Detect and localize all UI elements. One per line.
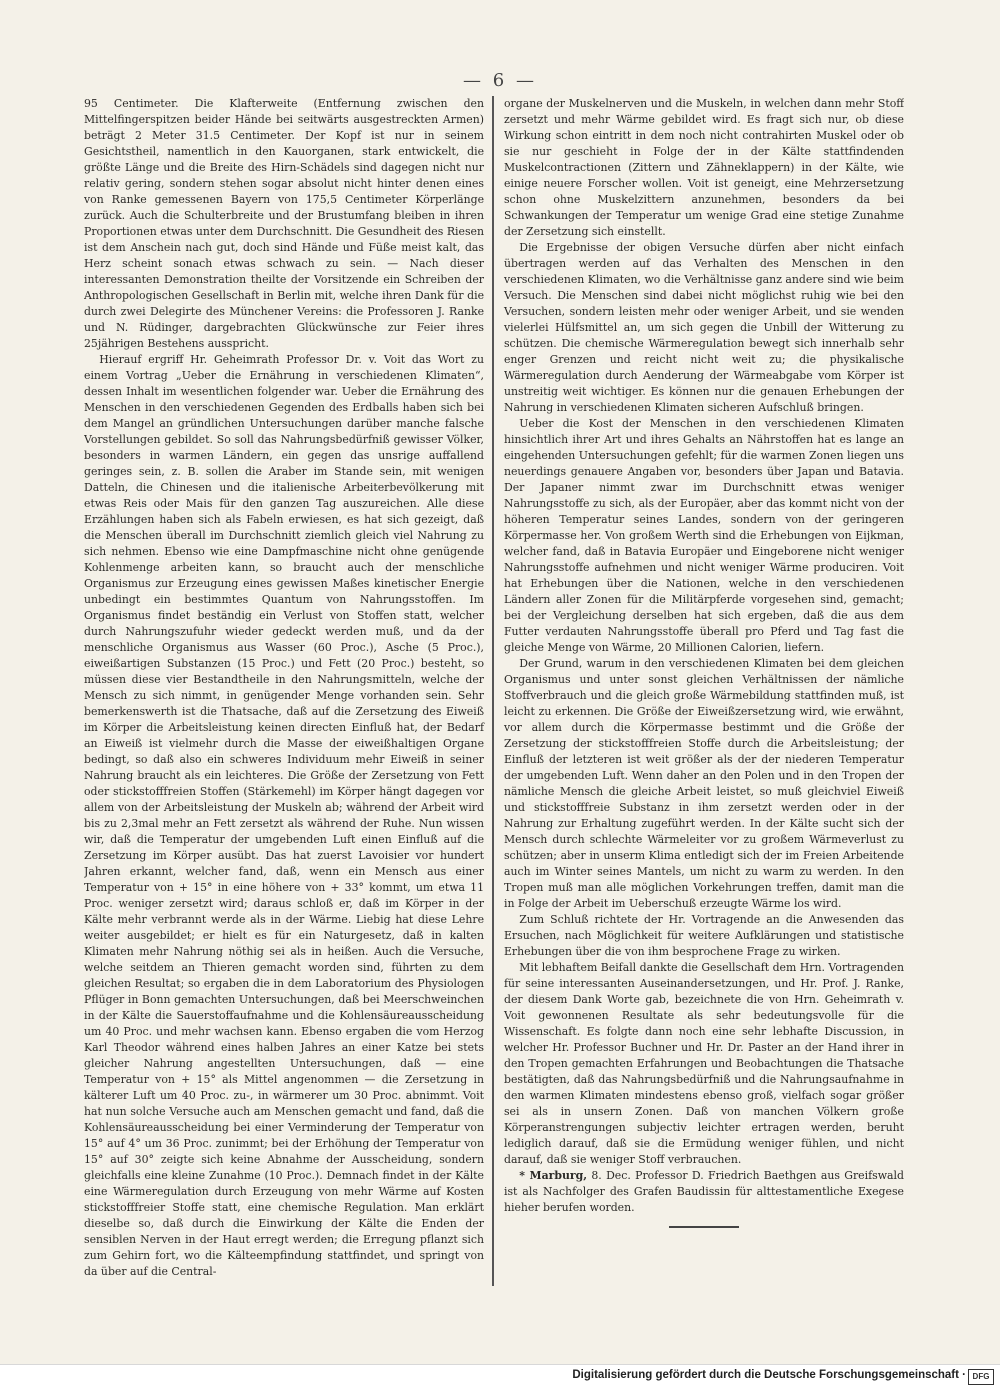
right-paragraph-2: Die Ergebnisse der obigen Versuche dürfen aber nicht einfach übertragen werden auf das Verhalten des Menschen in den verschiedenen Klimaten, wo die Verhältnisse ganz andere sind wie beim Versuch. Die Menschen sind dabei nicht möglichst ruhig wie bei den Versuchen, sondern leisten mehr oder weniger Arbeit, und sie wenden vielerlei Hülfsmittel an, um sich gegen die Unbill der Witterung zu schützen. Die chemische Wärmeregulation bewegt sich innerhalb sehr enger Grenzen und reicht nicht weit zu; die physikalische Wärmeregulation durch Aenderung der Wärmeabgabe vom Körper ist unstreitig weit wichtiger. Es können nur die genauen Erhebungen der Nahrung in verschiedenen Klimaten sicheren Aufschluß bringen. — [503, 241, 904, 414]
left-paragraph-1: 95 Centimeter. Die Klafterweite (Entfernung zwischen den Mittelfingerspitzen beider Hände bei seitwärts ausgestreckten Armen) beträgt 2 Meter 31.5 Centimeter. Der Kopf ist nur in seinem Gesichtstheil, namentlich in den Kauorganen, stark entwickelt, die größte Länge und die Breite des Hirn-Schädels sind dagegen nicht nur relativ gering, sondern stehen sogar absolut nicht hinter denen eines von Ranke gemessenen Bayern von 175,5 Centimeter Körperlänge zurück. Auch die Schulterbreite und der Brustumfang bleiben in ihren Proportionen etwas unter dem Durchschnitt. Die Gesundheit des Riesen ist dem Anschein nach gut, doch sind Hände und Füße meist kalt, das Herz scheint sonach etwas schwach zu sein. — Nach dieser interessanten Demonstration theilte der Vorsitzende ein Schreiben der Anthropologischen Gesellschaft in Berlin mit, welche ihren Dank für die durch zwei Delegirte des Münchener Vereins: die Professoren J. Ranke und N. Rüdinger, dargebrachten Glückwünsche zur Feier ihres 25jährigen Bestehens ausspricht. — [84, 97, 485, 350]
news-item-marburg — [504, 1168, 904, 1216]
page-number: — 6 — — [463, 70, 537, 91]
footer-bar — [0, 1364, 1000, 1388]
left-paragraph-2: Hierauf ergriff Hr. Geheimrath Professor Dr. v. Voit das Wort zu einem Vortrag „Ueber die Ernährung in verschiedenen Klimaten“, dessen Inhalt im wesentlichen folgender war. Ueber die Ernährung des Menschen in den verschiedenen Gegenden des Erdballs haben sich bei dem Mangel an gründlichen Untersuchungen darüber manche falsche Vorstellungen gebildet. So soll das Nahrungsbedürfniß gewisser Völker, besonders in warmen Ländern, ein gegen das unsrige auffallend geringes sein, z. B. sollen die Araber im Stande sein, mit wenigen Datteln, die Chinesen und die italienische Arbeiterbevölkerung mit etwas Reis oder Mais für den ganzen Tag auszureichen. Alle diese Erzählungen haben sich als Fabeln erwiesen, es hat sich gezeigt, daß die Menschen überall im Durchschnitt ziemlich gleich viel Nahrung zu sich nehmen. Ebenso wie eine Dampfmaschine nicht ohne genügende Kohlenmenge arbeiten kann, so braucht auch der menschliche Organismus zur Erzeugung eines gewissen Maßes kinetischer Energie unbedingt ein bestimmtes Quantum von Nahrungsstoffen. Im Organismus findet beständig ein Verlust von Stoffen statt, welcher durch Nahrungszufuhr wieder gedeckt werden muß, und da der menschliche Organismus aus Wasser (60 Proc.), Asche (5 Proc.), eiweißartigen Substanzen (15 Proc.) und Fett (20 Proc.) besteht, so müssen diese vier Bestandtheile in den Nahrungsmitteln, welche der Mensch zu sich nimmt, in genügender Menge vorhanden sein. Sehr bemerkenswerth ist die Thatsache, daß auf die Zersetzung des Eiweiß im Körper die Arbeitsleistung keinen directen Einfluß hat, der Bedarf an Eiweiß ist vielmehr durch die Masse der eiweißhaltigen Organe bedingt, so daß also ein schweres Individuum mehr Eiweiß in seiner Nahrung braucht als ein leichteres. Die Größe der Zersetzung von Fett oder stickstofffreien Stoffen (Stärkemehl) im Körper hängt dagegen vor allem von der Arbeitsleistung der Muskeln ab; während der Arbeit wird bis zu 2,3mal mehr an Fett zersetzt als während der Ruhe. Nun wissen wir, daß die Temperatur der umgebenden Luft einen Einfluß auf die Zersetzung im Körper ausübt. Das hat zuerst Lavoisier vor hundert Jahren erkannt, welcher fand, daß, wenn ein Mensch aus einer Temperatur von + 15° in eine höhere von + 33° kommt, um etwa 11 Proc. weniger zersetzt wird; daraus schloß er, daß im Körper in der Kälte mehr verbrannt werde als in der Wärme. Liebig hat diese Lehre weiter ausgebildet; er hielt es für ein Naturgesetz, daß in kalten Klimaten mehr Nahrung nöthig sei als in heißen. Auch die Versuche, welche seitdem an Thieren gemacht worden sind, führten zu dem gleichen Resultat; so ergaben die in dem Laboratorium des Physiologen Pflüger in Bonn gemachten Untersuchungen, daß bei Meerschweinchen in der Kälte die Sauerstoffaufnahme und die Kohlensäureausscheidung um 40 Proc. und mehr wachsen kann. Ebenso ergaben die vom Herzog Karl Theodor während eines halben Jahres an einer Katze bei stets gleicher Nahrung angestellten Untersuchungen, daß — eine Temperatur von + 15° als Mittel angenommen — die Zersetzung in kälterer Luft um 40 Proc. zu-, in wärmerer um 30 Proc. abnimmt. Voit hat nun solche Versuche auch am Menschen gemacht und fand, daß die Kohlensäureausscheidung bei einer Verminderung der Temperatur von 15° auf 4° um 36 Proc. zunimmt; bei der Erhöhung der Temperatur von 15° auf 30° zeigte sich keine Abnahme der Ausscheidung, sondern gleichfalls eine kleine Zunahme (10 Proc.). Demnach findet in der Kälte eine Wärmeregulation durch Erzeugung von mehr Wärme auf Kosten stickstofffreier Stoffe statt, eine chemische Regulation. Man erklärt dieselbe so, daß durch die Einwirkung der Kälte die Enden der sensiblen Nerven in der Haut erregt werden; die Erregung pflanzt sich zum Gehirn fort, wo die Kälteempfindung stattfindet, und springt von da über auf die Central- — [84, 353, 485, 1278]
end-rule — [669, 1226, 739, 1228]
dfg-logo-icon: DFG — [968, 1369, 994, 1385]
left-column — [84, 96, 492, 1286]
news-item-place: * Marburg, — [519, 1169, 588, 1182]
news-item-text: 8. Dec. Professor D. Friedrich Baethgen aus Greifswald ist als Nachfolger des Grafen Baudissin für alttestamentliche Exegese hieher berufen worden. — [503, 1169, 904, 1214]
right-paragraph-1: organe der Muskelnerven und die Muskeln, in welchen dann mehr Stoff zersetzt und mehr Wärme gebildet wird. Es fragt sich nur, ob diese Wirkung schon eintritt in dem noch nicht contrahirten Muskel oder ob sie nur geschieht in Folge der in der Kälte stattfindenden Muskelcontractionen (Zittern und Zähneklappern) in der Kälte, wie einige neuere Forscher wollen. Voit ist geneigt, eine Mehrzersetzung schon ohne Muskelzittern anzunehmen, besonders da bei Schwankungen der Temperatur um wenige Grad eine stetige Zunahme der Zersetzung sich einstellt. — [503, 97, 904, 238]
article-columns — [84, 96, 904, 1286]
right-paragraph-3: Ueber die Kost der Menschen in den verschiedenen Klimaten hinsichtlich ihrer Art und ihres Gehalts an Nährstoffen hat es lange an eingehenden Untersuchungen gefehlt; für die warmen Zonen liegen uns neuerdings genauere Angaben vor, besonders über Japan und Batavia. Der Japaner nimmt zwar im Durchschnitt etwas weniger Nahrungsstoffe zu sich, als der Europäer, aber das kommt nicht von der höheren Temperatur seines Landes, sondern von der geringeren Körpermasse her. Von großem Werth sind die Erhebungen von Eijkman, welcher fand, daß in Batavia Europäer und Eingeborene nicht weniger Nahrungsstoffe aufnehmen und nicht weniger Wärme produciren. Voit hat Erhebungen über die Nationen, welche in den verschiedenen Ländern aller Zonen für die Militärpferde vorgesehen sind, gemacht; bei der Vergleichung derselben hat sich ergeben, daß die aus dem Futter verdauten Nahrungsstoffe überall pro Pferd und Tag fast die gleiche Menge von Wärme, 20 Millionen Calorien, liefern. — [503, 417, 904, 654]
right-paragraph-6: Mit lebhaftem Beifall dankte die Gesellschaft dem Hrn. Vortragenden für seine interessanten Auseinandersetzungen, und Hr. Prof. J. Ranke, der diesem Dank Worte gab, bezeichnete die von Hrn. Geheimrath v. Voit gewonnenen Resultate als sehr bedeutungsvolle für die Wissenschaft. Es folgte dann noch eine sehr lebhafte Discussion, in welcher Hr. Professor Buchner und Hr. Dr. Paster an der Hand ihrer in den Tropen gemachten Erfahrungen und Beobachtungen die Thatsache bestätigten, daß das Nahrungsbedürfniß und die Nahrungsaufnahme in den warmen Klimaten mindestens ebenso groß, vielfach sogar größer sei als in unsern Zonen. Daß von manchen Völkern große Körperanstrengungen subjectiv leichter ertragen werden, beruht lediglich darauf, daß sie die Ermüdung weniger fühlen, und nicht darauf, daß sie weniger Stoff verbrauchen. — [503, 961, 904, 1166]
right-column — [494, 96, 904, 1286]
right-paragraph-5: Zum Schluß richtete der Hr. Vortragende an die Anwesenden das Ersuchen, nach Möglichkeit für weitere Aufklärungen und statistische Erhebungen über die von ihm besprochene Frage zu wirken. — [503, 913, 904, 958]
footer-credit: Digitalisierung gefördert durch die Deutsche Forschungsgemeinschaft · — [572, 1369, 966, 1381]
right-paragraph-4: Der Grund, warum in den verschiedenen Klimaten bei dem gleichen Organismus und unter sonst gleichen Verhältnissen der nämliche Stoffverbrauch und die gleich große Wärmebildung stattfinden muß, ist leicht zu erkennen. Die Größe der Eiweißzersetzung wird, wie erwähnt, vor allem durch die Körpermasse bestimmt und die Größe der Zersetzung der stickstofffreien Stoffe durch die Arbeitsleistung; der Einfluß der letzteren ist weit größer als der der niederen Temperatur der umgebenden Luft. Wenn daher an den Polen und in den Tropen der nämliche Mensch die gleiche Arbeit leistet, so muß gleichviel Eiweiß und stickstofffreie Substanz in ihm zersetzt werden oder in der Nahrung zur Erhaltung zugeführt werden. In der Kälte sucht sich der Mensch durch schlechte Wärmeleiter vor zu großem Wärmeverlust zu schützen; aber in unserm Klima entledigt sich der im Freien Arbeitende auch im Winter seines Mantels, um nicht zu warm zu werden. In den Tropen muß man alle möglichen Vorkehrungen treffen, damit man die in Folge der Arbeit im Ueberschuß erzeugte Wärme los wird. — [503, 657, 904, 910]
